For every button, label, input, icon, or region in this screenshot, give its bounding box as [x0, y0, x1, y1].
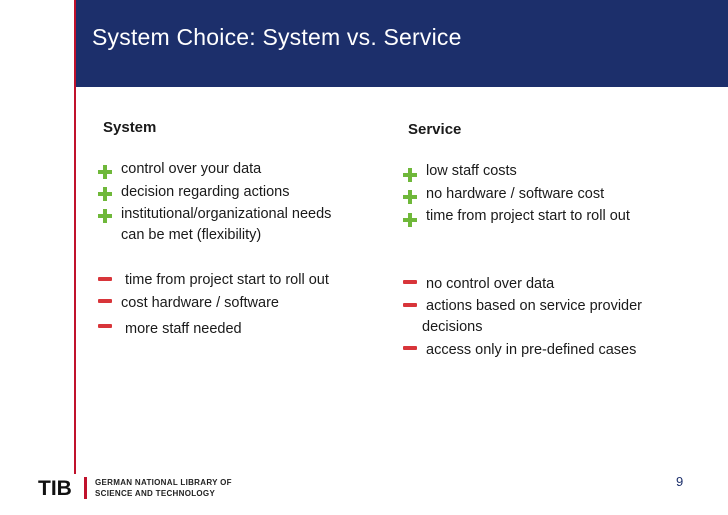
minus-icon: [403, 346, 417, 350]
system-con-item: cost hardware / software: [121, 295, 279, 311]
service-pro-item: low staff costs: [426, 163, 517, 179]
tib-logo: [38, 476, 88, 500]
plus-icon: [98, 187, 112, 201]
service-heading: Service: [408, 121, 462, 138]
minus-icon: [403, 280, 417, 284]
minus-icon: [98, 324, 112, 328]
accent-line: [74, 0, 76, 474]
service-con-item: actions based on service provider: [426, 298, 643, 314]
system-con-item: more staff needed: [125, 321, 242, 337]
system-con-item: time from project start to roll out: [125, 272, 329, 288]
system-pro-item: decision regarding actions: [121, 184, 290, 200]
plus-icon: [98, 165, 112, 179]
library-name-line2: SCIENCE AND TECHNOLOGY: [95, 489, 216, 498]
plus-icon: [403, 168, 417, 182]
service-con-item: no control over data: [426, 276, 555, 292]
library-name-line1: GERMAN NATIONAL LIBRARY OF: [95, 478, 232, 487]
service-pro-item: time from project start to roll out: [426, 208, 630, 224]
minus-icon: [98, 277, 112, 281]
service-pro-item: no hardware / software cost: [426, 186, 605, 202]
slide-title: System Choice: System vs. Service: [92, 24, 462, 50]
service-con-item: access only in pre-defined cases: [426, 342, 637, 358]
system-pro-item: control over your data: [121, 161, 262, 177]
plus-icon: [403, 190, 417, 204]
page-number: 9: [676, 474, 684, 489]
system-heading: System: [103, 119, 157, 136]
tib-logo-text: TIB: [38, 477, 72, 500]
plus-icon: [403, 213, 417, 227]
service-con-item-continued: decisions: [422, 319, 483, 335]
system-pro-item: institutional/organizational needs: [121, 206, 332, 222]
library-name: [95, 477, 232, 499]
minus-icon: [98, 299, 112, 303]
system-pro-item-continued: can be met (flexibility): [121, 227, 262, 243]
minus-icon: [403, 303, 417, 307]
plus-icon: [98, 209, 112, 223]
